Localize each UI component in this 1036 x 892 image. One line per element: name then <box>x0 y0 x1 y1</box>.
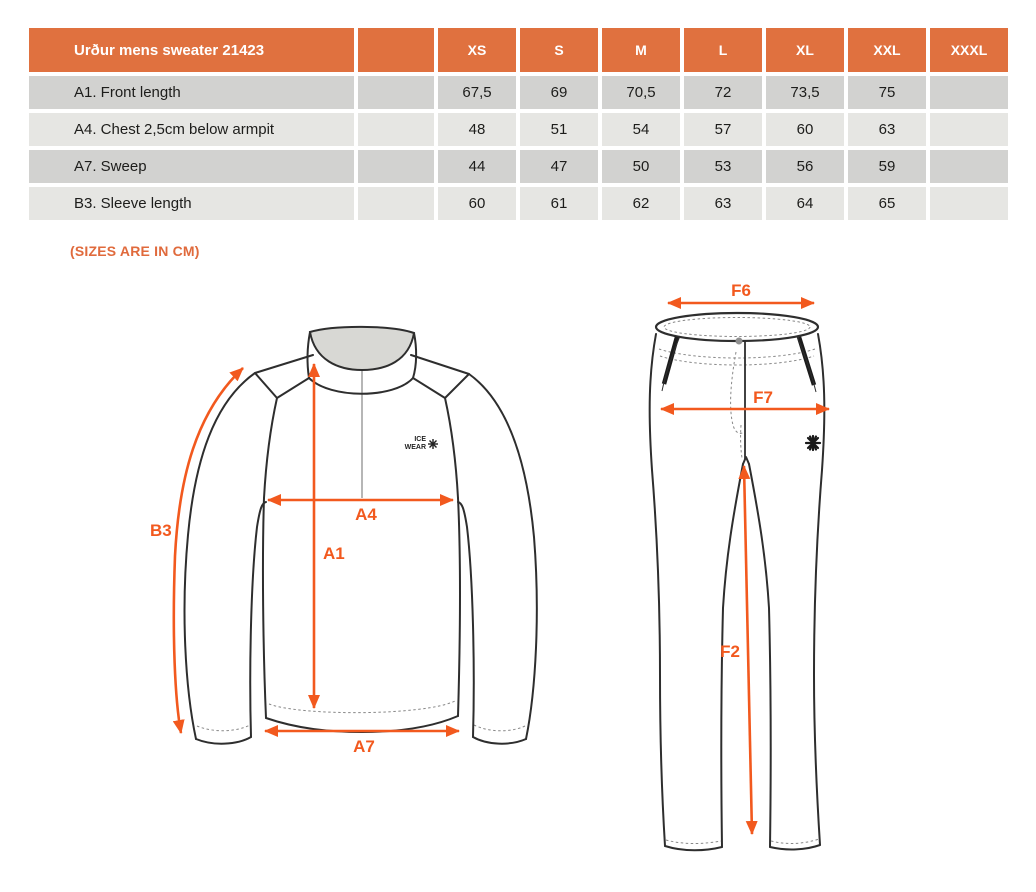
sizes-note: (SIZES ARE IN CM) <box>70 243 200 259</box>
sweater-diagram <box>90 295 560 770</box>
header-spacer-cell <box>358 28 434 72</box>
size-header-xxxl: XXXL <box>930 28 1008 72</box>
row-spacer-cell <box>358 187 434 220</box>
size-value-cell: 63 <box>848 113 926 146</box>
size-value-cell <box>930 113 1008 146</box>
pants-diagram <box>625 275 865 875</box>
sweater-outline <box>185 327 537 744</box>
size-value-cell: 44 <box>438 150 516 183</box>
size-chart-table <box>29 28 1008 220</box>
size-value-cell: 70,5 <box>602 76 680 109</box>
f2-label: F2 <box>720 642 740 661</box>
waist-button <box>736 338 743 345</box>
size-value-cell: 62 <box>602 187 680 220</box>
f2-arrow <box>744 466 752 834</box>
size-header-xxl: XXL <box>848 28 926 72</box>
size-value-cell: 47 <box>520 150 598 183</box>
snowflake-icon <box>806 436 820 450</box>
f7-label: F7 <box>753 388 773 407</box>
row-spacer-cell <box>358 150 434 183</box>
size-header-xs: XS <box>438 28 516 72</box>
size-value-cell: 75 <box>848 76 926 109</box>
snowflake-icon <box>428 439 438 449</box>
size-value-cell: 57 <box>684 113 762 146</box>
pants-outline <box>650 313 825 850</box>
size-value-cell <box>930 187 1008 220</box>
size-value-cell: 72 <box>684 76 762 109</box>
size-value-cell: 67,5 <box>438 76 516 109</box>
row-spacer-cell <box>358 113 434 146</box>
logo-text-line1: ICE <box>414 436 426 443</box>
size-value-cell: 73,5 <box>766 76 844 109</box>
measurement-label-cell: B3. Sleeve length <box>29 187 354 220</box>
a4-label: A4 <box>355 505 377 524</box>
size-value-cell: 53 <box>684 150 762 183</box>
a1-label: A1 <box>323 544 345 563</box>
size-value-cell <box>930 150 1008 183</box>
size-value-cell: 63 <box>684 187 762 220</box>
size-value-cell: 60 <box>766 113 844 146</box>
size-header-l: L <box>684 28 762 72</box>
sweater-measurements <box>150 364 459 756</box>
b3-label: B3 <box>150 521 172 540</box>
row-spacer-cell <box>358 76 434 109</box>
size-value-cell: 59 <box>848 150 926 183</box>
size-value-cell: 48 <box>438 113 516 146</box>
size-value-cell: 60 <box>438 187 516 220</box>
measurement-label-cell: A4. Chest 2,5cm below armpit <box>29 113 354 146</box>
size-value-cell: 65 <box>848 187 926 220</box>
measurement-label-cell: A7. Sweep <box>29 150 354 183</box>
size-value-cell: 54 <box>602 113 680 146</box>
f6-label: F6 <box>731 281 751 300</box>
size-header-xl: XL <box>766 28 844 72</box>
logo-text-line2: WEAR <box>404 444 426 451</box>
size-value-cell: 69 <box>520 76 598 109</box>
b3-arrow <box>174 368 243 733</box>
size-header-s: S <box>520 28 598 72</box>
size-value-cell: 61 <box>520 187 598 220</box>
size-value-cell <box>930 76 1008 109</box>
size-value-cell: 64 <box>766 187 844 220</box>
table-title: Urður mens sweater 21423 <box>29 28 354 72</box>
a7-label: A7 <box>353 737 375 756</box>
size-header-m: M <box>602 28 680 72</box>
size-value-cell: 51 <box>520 113 598 146</box>
size-value-cell: 56 <box>766 150 844 183</box>
measurement-label-cell: A1. Front length <box>29 76 354 109</box>
size-value-cell: 50 <box>602 150 680 183</box>
collar-inner <box>310 327 414 370</box>
sweater-logo <box>405 436 438 451</box>
